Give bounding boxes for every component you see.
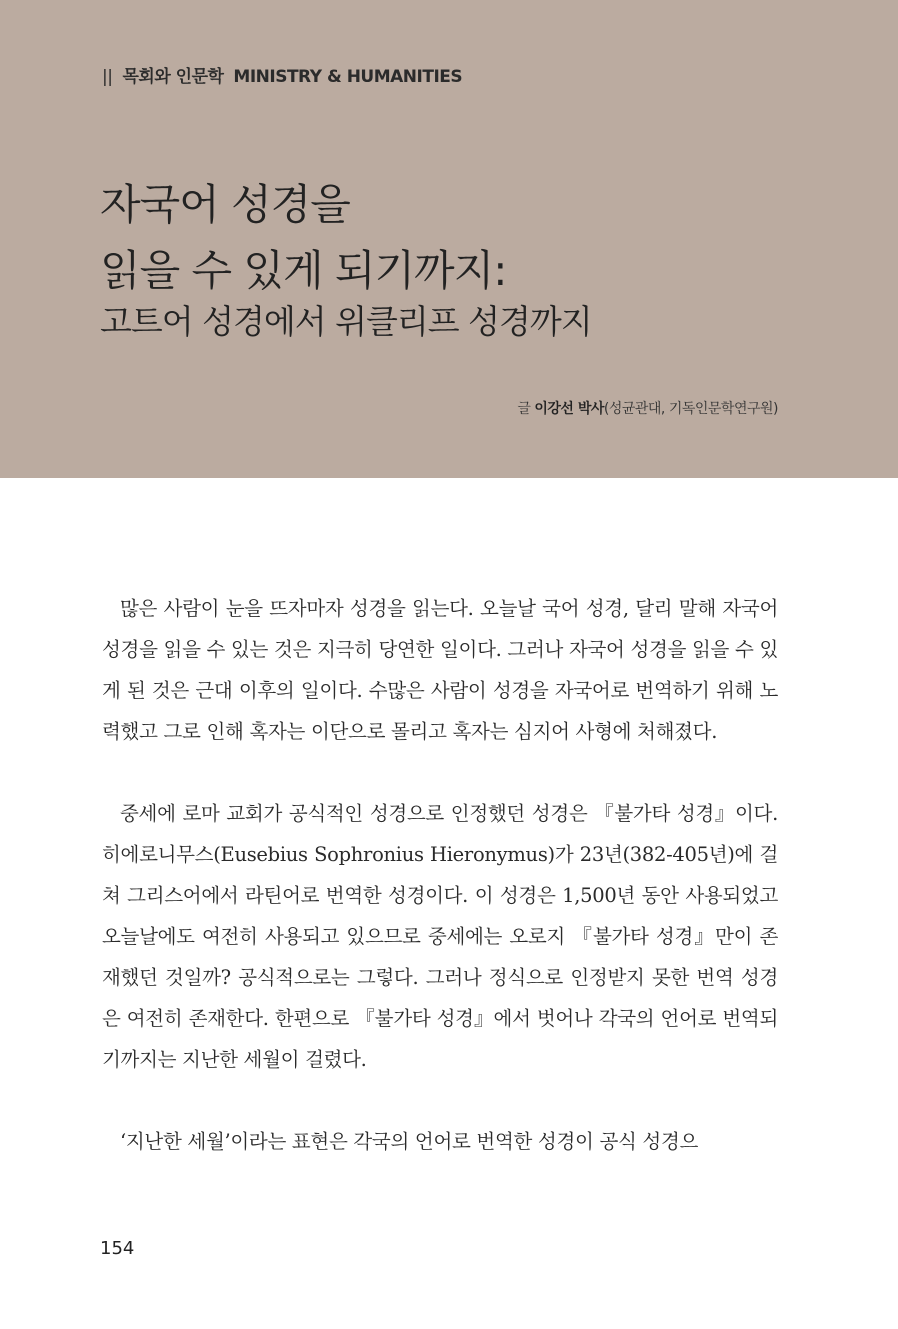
page-number: 154 [100,1238,135,1259]
section-bar: || [102,67,113,87]
section-title-en: MINISTRY & HUMANITIES [233,67,463,87]
paragraph: 중세에 로마 교회가 공식적인 성경으로 인정했던 성경은 『불가타 성경』이다. 히에로니무스(Eusebius Sophronius Hieronymus)가 23년(382-405년)에 걸쳐 그리스어에서 라틴어로 번역한 성경이다. 이 성경은 1,500년 동안 사용되었고 오늘날에도 여전히 사용되고 있으므로 중세에는 오로지 『불가타 성경』만이 존재했던 것일까? 공식적으로는 그렇다. 그러나 정식으로 인정받지 못한 번역 성경은 여전히 존재한다. 한편으로 『불가타 성경』에서 벗어나 각국의 언어로 번역되기까지는 지난한 세월이 걸렸다. [102,802,778,1071]
byline-affiliation: (성균관대, 기독인문학연구원) [603,401,778,417]
title-line-2: 읽을 수 있게 되기까지: [100,246,507,295]
paragraph: ‘지난한 세월’이라는 표현은 각국의 언어로 번역한 성경이 공식 성경으 [120,1130,699,1153]
section-tag [102,62,462,87]
byline-prefix: 글 [517,401,531,417]
header-band [0,0,898,478]
paragraph: 많은 사람이 눈을 뜨자마자 성경을 읽는다. 오늘날 국어 성경, 달리 말해 자국어 성경을 읽을 수 있는 것은 지극히 당연한 일이다. 그러나 자국어 성경을 읽을 수 있게 된 것은 근대 이후의 일이다. 수많은 사람이 성경을 자국어로 번역하기 위해 노력했고 그로 인해 혹자는 이단으로 몰리고 혹자는 심지어 사형에 처해졌다. [102,597,778,743]
byline [517,398,778,418]
article-body [102,588,778,1162]
article-subtitle: 고트어 성경에서 위클리프 성경까지 [100,302,592,341]
section-title-ko: 목회와 인문학 [122,67,224,87]
article-title [100,172,506,304]
byline-author: 이강선 박사 [534,401,604,417]
title-line-1: 자국어 성경을 [100,180,350,229]
